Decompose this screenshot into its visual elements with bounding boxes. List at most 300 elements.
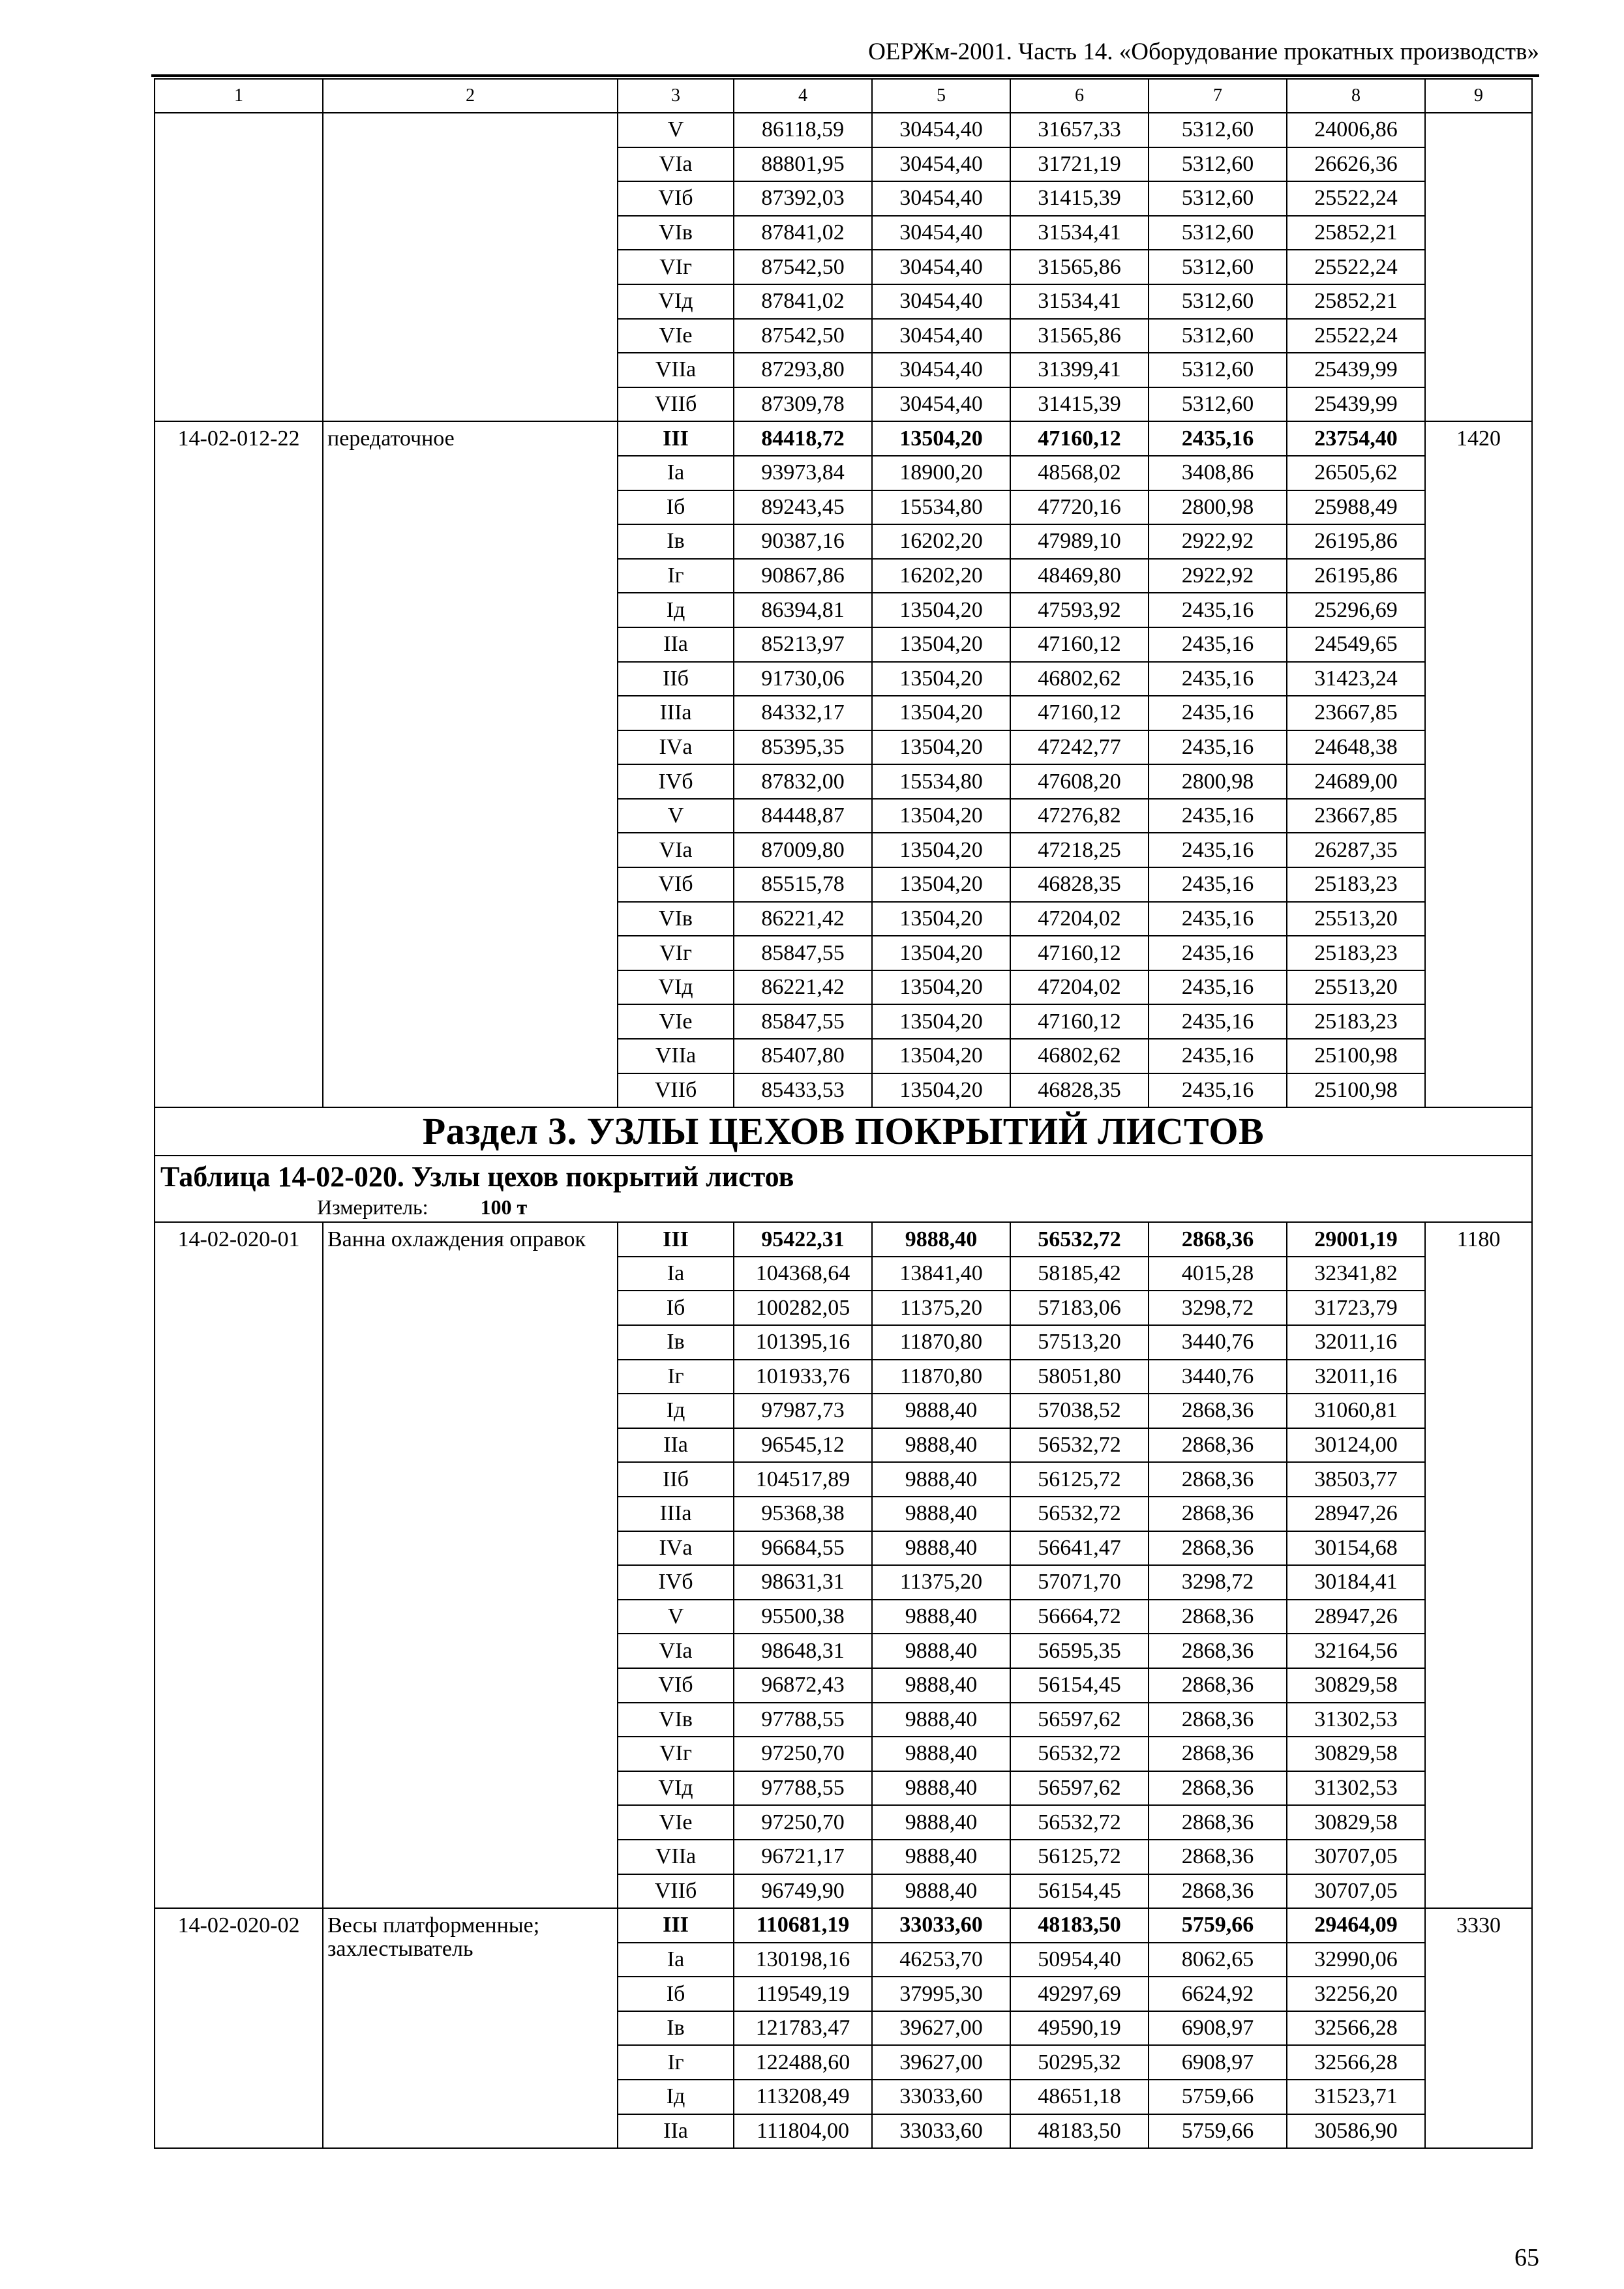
- labor-cost-cell: 30454,40: [872, 181, 1010, 216]
- materials-cost-cell: 25522,24: [1287, 319, 1425, 353]
- machine-cost-cell: 56532,72: [1010, 1222, 1149, 1257]
- total-cost-cell: 84332,17: [734, 696, 872, 730]
- code-cell-empty: [155, 113, 323, 421]
- machine-cost-cell: 50295,32: [1010, 2045, 1149, 2080]
- operator-wage-cell: 2868,36: [1149, 1600, 1287, 1634]
- operator-wage-cell: 5312,60: [1149, 250, 1287, 284]
- materials-cost-cell: 29464,09: [1287, 1908, 1425, 1943]
- zone-cell: Iв: [618, 524, 734, 559]
- zone-cell: IIIа: [618, 1497, 734, 1531]
- labor-cost-cell: 9888,40: [872, 1394, 1010, 1428]
- zone-cell: Iв: [618, 2011, 734, 2046]
- materials-cost-cell: 31302,53: [1287, 1771, 1425, 1806]
- materials-cost-cell: 30707,05: [1287, 1874, 1425, 1909]
- labor-cost-cell: 9888,40: [872, 1600, 1010, 1634]
- operator-wage-cell: 2435,16: [1149, 593, 1287, 627]
- labor-cost-cell: 33033,60: [872, 2080, 1010, 2114]
- labor-cost-cell: 13504,20: [872, 696, 1010, 730]
- labor-cost-cell: 9888,40: [872, 1531, 1010, 1566]
- total-cost-cell: 97788,55: [734, 1703, 872, 1737]
- materials-cost-cell: 25296,69: [1287, 593, 1425, 627]
- labor-cost-cell: 13504,20: [872, 1039, 1010, 1073]
- machine-cost-cell: 57038,52: [1010, 1394, 1149, 1428]
- machine-cost-cell: 48469,80: [1010, 559, 1149, 593]
- operator-wage-cell: 8062,65: [1149, 1943, 1287, 1977]
- position-name: Ванна охлаждения оправок: [323, 1222, 618, 1908]
- zone-cell: IIб: [618, 662, 734, 696]
- materials-cost-cell: 25513,20: [1287, 970, 1425, 1005]
- price-table: [154, 78, 1533, 2149]
- labor-cost-cell: 11375,20: [872, 1565, 1010, 1600]
- operator-wage-cell: 2435,16: [1149, 867, 1287, 902]
- machine-cost-cell: 31415,39: [1010, 387, 1149, 422]
- materials-cost-cell: 25439,99: [1287, 353, 1425, 387]
- materials-cost-cell: 28947,26: [1287, 1600, 1425, 1634]
- machine-cost-cell: 31721,19: [1010, 147, 1149, 182]
- materials-cost-cell: 25988,49: [1287, 490, 1425, 525]
- operator-wage-cell: 2435,16: [1149, 627, 1287, 662]
- machine-cost-cell: 46828,35: [1010, 867, 1149, 902]
- total-cost-cell: 88801,95: [734, 147, 872, 182]
- materials-cost-cell: 26195,86: [1287, 559, 1425, 593]
- total-cost-cell: 95422,31: [734, 1222, 872, 1257]
- machine-cost-cell: 57183,06: [1010, 1291, 1149, 1325]
- materials-cost-cell: 31523,71: [1287, 2080, 1425, 2114]
- operator-wage-cell: 5759,66: [1149, 2114, 1287, 2149]
- labor-cost-cell: 13504,20: [872, 662, 1010, 696]
- materials-cost-cell: 25439,99: [1287, 387, 1425, 422]
- machine-cost-cell: 31565,86: [1010, 250, 1149, 284]
- machine-cost-cell: 31415,39: [1010, 181, 1149, 216]
- table-row: [155, 113, 1532, 147]
- machine-cost-cell: 48183,50: [1010, 2114, 1149, 2149]
- total-cost-cell: 85515,78: [734, 867, 872, 902]
- operator-wage-cell: 2922,92: [1149, 559, 1287, 593]
- machine-cost-cell: 31534,41: [1010, 284, 1149, 319]
- zone-cell: VIв: [618, 216, 734, 250]
- labor-cost-cell: 9888,40: [872, 1771, 1010, 1806]
- operator-wage-cell: 2435,16: [1149, 421, 1287, 456]
- labor-cost-cell: 13504,20: [872, 833, 1010, 867]
- zone-cell: III: [618, 1222, 734, 1257]
- machine-cost-cell: 47608,20: [1010, 764, 1149, 799]
- materials-cost-cell: 25183,23: [1287, 867, 1425, 902]
- machine-cost-cell: 56532,72: [1010, 1737, 1149, 1771]
- machine-cost-cell: 56641,47: [1010, 1531, 1149, 1566]
- machine-cost-cell: 56532,72: [1010, 1428, 1149, 1463]
- zone-cell: VIа: [618, 833, 734, 867]
- operator-wage-cell: 2868,36: [1149, 1394, 1287, 1428]
- total-cost-cell: 85433,53: [734, 1073, 872, 1108]
- labor-cost-cell: 39627,00: [872, 2045, 1010, 2080]
- machine-cost-cell: 47204,02: [1010, 970, 1149, 1005]
- table-title-row: [155, 1156, 1532, 1222]
- total-cost-cell: 130198,16: [734, 1943, 872, 1977]
- materials-cost-cell: 29001,19: [1287, 1222, 1425, 1257]
- labor-cost-cell: 15534,80: [872, 490, 1010, 525]
- machine-cost-cell: 56125,72: [1010, 1840, 1149, 1874]
- operator-wage-cell: 2435,16: [1149, 662, 1287, 696]
- operator-wage-cell: 5312,60: [1149, 113, 1287, 147]
- labor-cost-cell: 37995,30: [872, 1977, 1010, 2011]
- total-cost-cell: 122488,60: [734, 2045, 872, 2080]
- position-name: Весы платформенные; захлестыватель: [323, 1908, 618, 2148]
- zone-cell: VIб: [618, 1668, 734, 1703]
- total-cost-cell: 87832,00: [734, 764, 872, 799]
- materials-cost-cell: 38503,77: [1287, 1462, 1425, 1497]
- operator-wage-cell: 2868,36: [1149, 1497, 1287, 1531]
- machine-cost-cell: 47989,10: [1010, 524, 1149, 559]
- zone-cell: Iа: [618, 1943, 734, 1977]
- labor-cost-cell: 13504,20: [872, 799, 1010, 833]
- zone-cell: IIа: [618, 2114, 734, 2149]
- labor-cost-cell: 9888,40: [872, 1703, 1010, 1737]
- materials-cost-cell: 32341,82: [1287, 1257, 1425, 1291]
- zone-cell: III: [618, 421, 734, 456]
- total-cost-cell: 87009,80: [734, 833, 872, 867]
- zone-cell: Iг: [618, 1360, 734, 1394]
- materials-cost-cell: 23667,85: [1287, 799, 1425, 833]
- total-cost-cell: 96872,43: [734, 1668, 872, 1703]
- operator-wage-cell: 3298,72: [1149, 1291, 1287, 1325]
- machine-cost-cell: 31657,33: [1010, 113, 1149, 147]
- labor-cost-cell: 33033,60: [872, 2114, 1010, 2149]
- labor-cost-cell: 13504,20: [872, 867, 1010, 902]
- operator-wage-cell: 2435,16: [1149, 730, 1287, 765]
- unit-label: Измеритель:: [317, 1195, 429, 1219]
- zone-cell: VIе: [618, 319, 734, 353]
- column-number-cell: 3: [618, 79, 734, 113]
- materials-cost-cell: 25522,24: [1287, 181, 1425, 216]
- materials-cost-cell: 23754,40: [1287, 421, 1425, 456]
- materials-cost-cell: 26195,86: [1287, 524, 1425, 559]
- machine-cost-cell: 31565,86: [1010, 319, 1149, 353]
- zone-cell: Iг: [618, 2045, 734, 2080]
- total-cost-cell: 87542,50: [734, 319, 872, 353]
- total-cost-cell: 98631,31: [734, 1565, 872, 1600]
- zone-cell: IIб: [618, 1462, 734, 1497]
- machine-cost-cell: 49297,69: [1010, 1977, 1149, 2011]
- machine-cost-cell: 47242,77: [1010, 730, 1149, 765]
- materials-cost-cell: 32011,16: [1287, 1360, 1425, 1394]
- materials-cost-cell: 32566,28: [1287, 2045, 1425, 2080]
- total-cost-cell: 96749,90: [734, 1874, 872, 1909]
- header-rule: [151, 74, 1539, 77]
- operator-wage-cell: 2868,36: [1149, 1840, 1287, 1874]
- position-col9: 3330: [1425, 1908, 1532, 2148]
- materials-cost-cell: 32256,20: [1287, 1977, 1425, 2011]
- materials-cost-cell: 31302,53: [1287, 1703, 1425, 1737]
- machine-cost-cell: 57513,20: [1010, 1325, 1149, 1360]
- zone-cell: VIв: [618, 902, 734, 936]
- materials-cost-cell: 25522,24: [1287, 250, 1425, 284]
- labor-cost-cell: 16202,20: [872, 524, 1010, 559]
- labor-cost-cell: 13504,20: [872, 593, 1010, 627]
- machine-cost-cell: 47218,25: [1010, 833, 1149, 867]
- labor-cost-cell: 30454,40: [872, 113, 1010, 147]
- total-cost-cell: 98648,31: [734, 1634, 872, 1668]
- machine-cost-cell: 56154,45: [1010, 1874, 1149, 1909]
- materials-cost-cell: 30184,41: [1287, 1565, 1425, 1600]
- zone-cell: VIа: [618, 147, 734, 182]
- position-code: 14-02-020-01: [155, 1222, 323, 1908]
- labor-cost-cell: 18900,20: [872, 456, 1010, 490]
- operator-wage-cell: 2868,36: [1149, 1428, 1287, 1463]
- machine-cost-cell: 56125,72: [1010, 1462, 1149, 1497]
- operator-wage-cell: 2868,36: [1149, 1462, 1287, 1497]
- position-name: передаточное: [323, 421, 618, 1107]
- operator-wage-cell: 3298,72: [1149, 1565, 1287, 1600]
- materials-cost-cell: 30707,05: [1287, 1840, 1425, 1874]
- labor-cost-cell: 9888,40: [872, 1840, 1010, 1874]
- machine-cost-cell: 58185,42: [1010, 1257, 1149, 1291]
- labor-cost-cell: 9888,40: [872, 1737, 1010, 1771]
- machine-cost-cell: 50954,40: [1010, 1943, 1149, 1977]
- zone-cell: VIв: [618, 1703, 734, 1737]
- machine-cost-cell: 48183,50: [1010, 1908, 1149, 1943]
- total-cost-cell: 87841,02: [734, 216, 872, 250]
- operator-wage-cell: 3408,86: [1149, 456, 1287, 490]
- materials-cost-cell: 30124,00: [1287, 1428, 1425, 1463]
- zone-cell: V: [618, 1600, 734, 1634]
- operator-wage-cell: 3440,76: [1149, 1325, 1287, 1360]
- total-cost-cell: 97987,73: [734, 1394, 872, 1428]
- materials-cost-cell: 31723,79: [1287, 1291, 1425, 1325]
- zone-cell: VIг: [618, 936, 734, 970]
- total-cost-cell: 96721,17: [734, 1840, 872, 1874]
- materials-cost-cell: 26287,35: [1287, 833, 1425, 867]
- zone-cell: VIа: [618, 1634, 734, 1668]
- operator-wage-cell: 2868,36: [1149, 1805, 1287, 1840]
- total-cost-cell: 90867,86: [734, 559, 872, 593]
- materials-cost-cell: 31060,81: [1287, 1394, 1425, 1428]
- total-cost-cell: 85213,97: [734, 627, 872, 662]
- total-cost-cell: 85847,55: [734, 936, 872, 970]
- labor-cost-cell: 9888,40: [872, 1428, 1010, 1463]
- labor-cost-cell: 13504,20: [872, 902, 1010, 936]
- operator-wage-cell: 2435,16: [1149, 936, 1287, 970]
- zone-cell: Iа: [618, 456, 734, 490]
- total-cost-cell: 90387,16: [734, 524, 872, 559]
- total-cost-cell: 101933,76: [734, 1360, 872, 1394]
- table-row: [155, 421, 1532, 456]
- zone-cell: Iг: [618, 559, 734, 593]
- position-code: 14-02-012-22: [155, 421, 323, 1107]
- operator-wage-cell: 2435,16: [1149, 696, 1287, 730]
- column-number-row: [155, 79, 1532, 113]
- materials-cost-cell: 24648,38: [1287, 730, 1425, 765]
- operator-wage-cell: 6908,97: [1149, 2011, 1287, 2046]
- labor-cost-cell: 30454,40: [872, 284, 1010, 319]
- labor-cost-cell: 33033,60: [872, 1908, 1010, 1943]
- col9-cell-empty: [1425, 113, 1532, 421]
- zone-cell: Iв: [618, 1325, 734, 1360]
- machine-cost-cell: 47204,02: [1010, 902, 1149, 936]
- labor-cost-cell: 30454,40: [872, 387, 1010, 422]
- labor-cost-cell: 46253,70: [872, 1943, 1010, 1977]
- total-cost-cell: 86118,59: [734, 113, 872, 147]
- zone-cell: Iб: [618, 490, 734, 525]
- total-cost-cell: 97250,70: [734, 1805, 872, 1840]
- total-cost-cell: 113208,49: [734, 2080, 872, 2114]
- operator-wage-cell: 5759,66: [1149, 2080, 1287, 2114]
- total-cost-cell: 93973,84: [734, 456, 872, 490]
- total-cost-cell: 100282,05: [734, 1291, 872, 1325]
- materials-cost-cell: 25100,98: [1287, 1039, 1425, 1073]
- total-cost-cell: 86221,42: [734, 902, 872, 936]
- zone-cell: VIе: [618, 1805, 734, 1840]
- machine-cost-cell: 47160,12: [1010, 1004, 1149, 1039]
- position-col9: 1420: [1425, 421, 1532, 1107]
- labor-cost-cell: 30454,40: [872, 147, 1010, 182]
- machine-cost-cell: 56154,45: [1010, 1668, 1149, 1703]
- operator-wage-cell: 3440,76: [1149, 1360, 1287, 1394]
- operator-wage-cell: 2435,16: [1149, 1004, 1287, 1039]
- total-cost-cell: 85395,35: [734, 730, 872, 765]
- materials-cost-cell: 25183,23: [1287, 1004, 1425, 1039]
- zone-cell: V: [618, 799, 734, 833]
- materials-cost-cell: 30829,58: [1287, 1668, 1425, 1703]
- machine-cost-cell: 47593,92: [1010, 593, 1149, 627]
- materials-cost-cell: 23667,85: [1287, 696, 1425, 730]
- table-title-block: [155, 1156, 1532, 1222]
- labor-cost-cell: 11870,80: [872, 1325, 1010, 1360]
- total-cost-cell: 91730,06: [734, 662, 872, 696]
- materials-cost-cell: 24689,00: [1287, 764, 1425, 799]
- column-number-cell: 9: [1425, 79, 1532, 113]
- machine-cost-cell: 47160,12: [1010, 421, 1149, 456]
- section-title: Раздел 3. УЗЛЫ ЦЕХОВ ПОКРЫТИЙ ЛИСТОВ: [155, 1107, 1532, 1156]
- total-cost-cell: 95500,38: [734, 1600, 872, 1634]
- zone-cell: VIд: [618, 284, 734, 319]
- total-cost-cell: 87392,03: [734, 181, 872, 216]
- materials-cost-cell: 32011,16: [1287, 1325, 1425, 1360]
- total-cost-cell: 96684,55: [734, 1531, 872, 1566]
- machine-cost-cell: 49590,19: [1010, 2011, 1149, 2046]
- materials-cost-cell: 24006,86: [1287, 113, 1425, 147]
- materials-cost-cell: 25852,21: [1287, 284, 1425, 319]
- position-code: 14-02-020-02: [155, 1908, 323, 2148]
- machine-cost-cell: 46828,35: [1010, 1073, 1149, 1108]
- operator-wage-cell: 2922,92: [1149, 524, 1287, 559]
- total-cost-cell: 97788,55: [734, 1771, 872, 1806]
- machine-cost-cell: 56597,62: [1010, 1703, 1149, 1737]
- total-cost-cell: 101395,16: [734, 1325, 872, 1360]
- zone-cell: IIIа: [618, 696, 734, 730]
- materials-cost-cell: 25852,21: [1287, 216, 1425, 250]
- machine-cost-cell: 56664,72: [1010, 1600, 1149, 1634]
- operator-wage-cell: 2435,16: [1149, 833, 1287, 867]
- machine-cost-cell: 56532,72: [1010, 1497, 1149, 1531]
- materials-cost-cell: 25513,20: [1287, 902, 1425, 936]
- total-cost-cell: 104368,64: [734, 1257, 872, 1291]
- table-row: [155, 1222, 1532, 1257]
- zone-cell: IVа: [618, 1531, 734, 1566]
- labor-cost-cell: 11375,20: [872, 1291, 1010, 1325]
- labor-cost-cell: 30454,40: [872, 319, 1010, 353]
- zone-cell: VIIб: [618, 387, 734, 422]
- total-cost-cell: 85407,80: [734, 1039, 872, 1073]
- materials-cost-cell: 31423,24: [1287, 662, 1425, 696]
- labor-cost-cell: 9888,40: [872, 1497, 1010, 1531]
- column-number-cell: 1: [155, 79, 323, 113]
- zone-cell: VIIа: [618, 1039, 734, 1073]
- machine-cost-cell: 31534,41: [1010, 216, 1149, 250]
- materials-cost-cell: 32990,06: [1287, 1943, 1425, 1977]
- labor-cost-cell: 30454,40: [872, 353, 1010, 387]
- materials-cost-cell: 30829,58: [1287, 1805, 1425, 1840]
- materials-cost-cell: 30154,68: [1287, 1531, 1425, 1566]
- zone-cell: VIд: [618, 1771, 734, 1806]
- zone-cell: VIб: [618, 867, 734, 902]
- zone-cell: III: [618, 1908, 734, 1943]
- materials-cost-cell: 32164,56: [1287, 1634, 1425, 1668]
- total-cost-cell: 84448,87: [734, 799, 872, 833]
- operator-wage-cell: 2435,16: [1149, 1073, 1287, 1108]
- column-number-cell: 6: [1010, 79, 1149, 113]
- total-cost-cell: 95368,38: [734, 1497, 872, 1531]
- total-cost-cell: 87309,78: [734, 387, 872, 422]
- running-header: ОЕРЖм-2001. Часть 14. «Оборудование прокатных производств»: [868, 38, 1539, 65]
- materials-cost-cell: 25100,98: [1287, 1073, 1425, 1108]
- labor-cost-cell: 13504,20: [872, 1004, 1010, 1039]
- column-number-cell: 7: [1149, 79, 1287, 113]
- operator-wage-cell: 5312,60: [1149, 216, 1287, 250]
- machine-cost-cell: 46802,62: [1010, 662, 1149, 696]
- labor-cost-cell: 9888,40: [872, 1874, 1010, 1909]
- machine-cost-cell: 47160,12: [1010, 696, 1149, 730]
- labor-cost-cell: 9888,40: [872, 1668, 1010, 1703]
- unit-line: [317, 1194, 1526, 1220]
- total-cost-cell: 84418,72: [734, 421, 872, 456]
- zone-cell: V: [618, 113, 734, 147]
- machine-cost-cell: 56532,72: [1010, 1805, 1149, 1840]
- operator-wage-cell: 2435,16: [1149, 902, 1287, 936]
- zone-cell: Iб: [618, 1977, 734, 2011]
- zone-cell: IIа: [618, 1428, 734, 1463]
- total-cost-cell: 97250,70: [734, 1737, 872, 1771]
- total-cost-cell: 110681,19: [734, 1908, 872, 1943]
- zone-cell: VIг: [618, 1737, 734, 1771]
- section-row: [155, 1107, 1532, 1156]
- total-cost-cell: 119549,19: [734, 1977, 872, 2011]
- labor-cost-cell: 13504,20: [872, 970, 1010, 1005]
- machine-cost-cell: 31399,41: [1010, 353, 1149, 387]
- zone-cell: VIб: [618, 181, 734, 216]
- materials-cost-cell: 32566,28: [1287, 2011, 1425, 2046]
- zone-cell: Iа: [618, 1257, 734, 1291]
- operator-wage-cell: 2868,36: [1149, 1668, 1287, 1703]
- operator-wage-cell: 5312,60: [1149, 147, 1287, 182]
- operator-wage-cell: 2868,36: [1149, 1634, 1287, 1668]
- total-cost-cell: 121783,47: [734, 2011, 872, 2046]
- zone-cell: IVб: [618, 764, 734, 799]
- machine-cost-cell: 47160,12: [1010, 627, 1149, 662]
- zone-cell: IVа: [618, 730, 734, 765]
- operator-wage-cell: 2868,36: [1149, 1874, 1287, 1909]
- labor-cost-cell: 9888,40: [872, 1805, 1010, 1840]
- labor-cost-cell: 13504,20: [872, 627, 1010, 662]
- column-number-cell: 2: [323, 79, 618, 113]
- total-cost-cell: 87293,80: [734, 353, 872, 387]
- machine-cost-cell: 48651,18: [1010, 2080, 1149, 2114]
- zone-cell: VIе: [618, 1004, 734, 1039]
- materials-cost-cell: 28947,26: [1287, 1497, 1425, 1531]
- machine-cost-cell: 48568,02: [1010, 456, 1149, 490]
- labor-cost-cell: 16202,20: [872, 559, 1010, 593]
- column-number-cell: 8: [1287, 79, 1425, 113]
- total-cost-cell: 87542,50: [734, 250, 872, 284]
